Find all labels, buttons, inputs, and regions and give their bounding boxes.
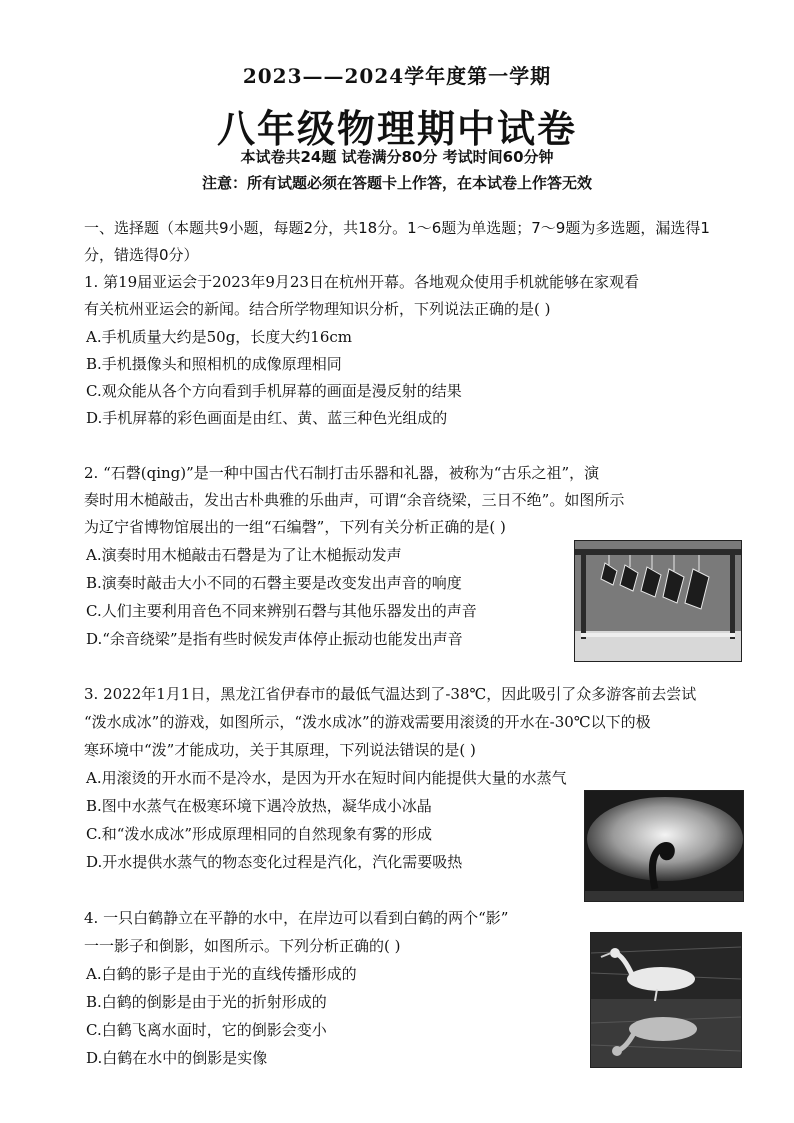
q3-option-a: A.用滚烫的开水而不是冷水，是因为开水在短时间内能提供大量的水蒸气 [86,769,567,787]
q3-stem-line1: 3. 2022年1月1日，黑龙江省伊春市的最低气温达到了-38℃，因此吸引了众多游客前去尝试 [84,685,697,703]
q3-stem-line3: 寒环境中“泼”才能成功，关于其原理，下列说法错误的是( ) [84,741,476,759]
q4-option-b: B.白鹤的倒影是由于光的折射形成的 [86,993,327,1011]
q2-stem-line3: 为辽宁省博物馆展出的一组“石编磬”，下列有关分析正确的是( ) [84,518,506,536]
q2-stem-line1: 2. “石磬(qing)”是一种中国古代石制打击乐器和礼器，被称为“古乐之祖”，演 [84,464,600,482]
q1-option-b: B.手机摄像头和照相机的成像原理相同 [86,355,342,373]
stone-chimes-photo [574,540,742,662]
water-to-ice-photo [584,790,744,902]
q1-option-d: D.手机屏幕的彩色画面是由红、黄、蓝三种色光组成的 [86,409,448,427]
q1-option-a: A.手机质量大约是50g，长度大约16cm [86,328,353,346]
q3-option-d: D.开水提供水蒸气的物态变化过程是汽化，汽化需要吸热 [86,853,463,871]
exam-info: 本试卷共24题 试卷满分80分 考试时间60分钟 [240,148,554,166]
egret-reflection-illustration [591,933,741,1067]
exam-title: 八年级物理期中试卷 [216,106,577,151]
section-heading-line1: 一、选择题（本题共9小题，每题2分，共18分。1～6题为单选题；7～9题为多选题，漏选得1 [84,219,710,237]
q2-option-a: A.演奏时用木槌敲击石磬是为了让木槌振动发声 [86,546,402,564]
q3-option-c: C.和“泼水成冰”形成原理相同的自然现象有雾的形成 [86,825,433,843]
q3-option-b: B.图中水蒸气在极寒环境下遇冷放热，凝华成小冰晶 [86,797,432,815]
q4-stem-line2: 一一影子和倒影，如图所示。下列分析正确的( ) [84,937,401,955]
q4-option-d: D.白鹤在水中的倒影是实像 [86,1049,268,1067]
exam-notice: 注意：所有试题必须在答题卡上作答，在本试卷上作答无效 [201,174,592,192]
q2-stem-line2: 奏时用木槌敲击，发出古朴典雅的乐曲声，可谓“余音绕梁，三日不绝”。如图所示 [84,491,625,509]
section-heading-line2: 分，错选得0分） [84,246,199,264]
q2-option-c: C.人们主要利用音色不同来辨别石磬与其他乐器发出的声音 [86,602,477,620]
q4-option-c: C.白鹤飞离水面时，它的倒影会变小 [86,1021,327,1039]
q4-stem-line1: 4. 一只白鹤静立在平静的水中，在岸边可以看到白鹤的两个“影” [84,909,509,927]
egret-reflection-photo [590,932,742,1068]
q1-option-c: C.观众能从各个方向看到手机屏幕的画面是漫反射的结果 [86,382,462,400]
water-to-ice-illustration [585,791,743,901]
q1-stem-line2: 有关杭州亚运会的新闻。结合所学物理知识分析，下列说法正确的是( ) [84,300,551,318]
q2-option-d: D.“余音绕梁”是指有些时候发声体停止振动也能发出声音 [86,630,463,648]
q4-option-a: A.白鹤的影子是由于光的直线传播形成的 [86,965,357,983]
term-heading: 2023——2024学年度第一学期 [242,64,552,88]
q2-option-b: B.演奏时敲击大小不同的石磬主要是改变发出声音的响度 [86,574,462,592]
stone-chimes-illustration [575,541,741,661]
q1-stem-line1: 1. 第19届亚运会于2023年9月23日在杭州开幕。各地观众使用手机就能够在家观看 [84,273,639,291]
q3-stem-line2: “泼水成冰”的游戏，如图所示，“泼水成冰”的游戏需要用滚烫的开水在-30℃以下的极 [84,713,651,731]
